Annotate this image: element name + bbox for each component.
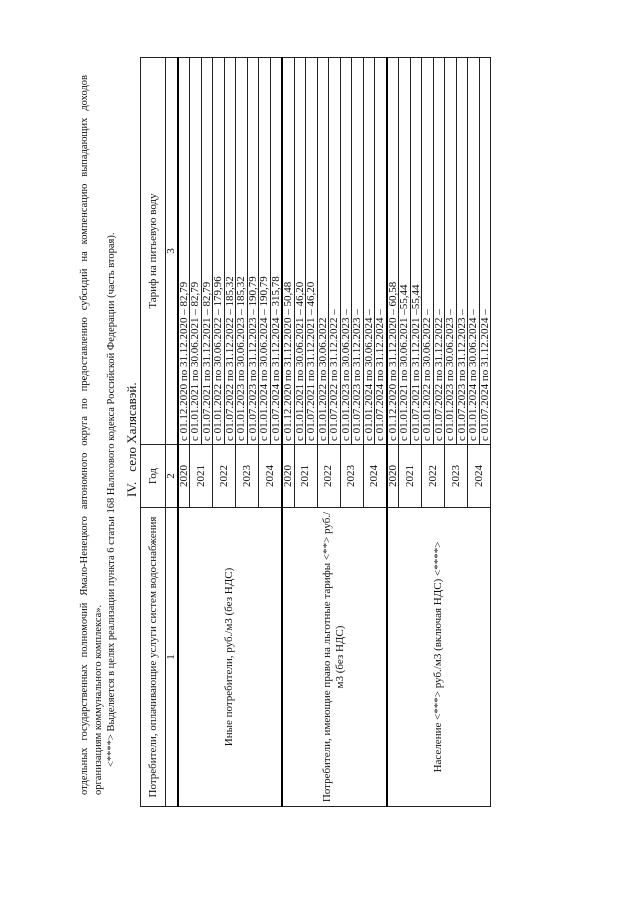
- tariff-cell: с 01.01.2023 по 30.06.2023 –: [445, 58, 457, 445]
- tariff-cell: с 01.07.2022 по 31.12.2022 –: [433, 58, 445, 445]
- consumer-group-label: Население <***> руб./м3 (включая НДС) <****>: [387, 508, 491, 807]
- header-tariff: Тариф на питьевую воду: [141, 58, 166, 445]
- tariff-cell: с 01.01.2024 по 30.06.2024 –: [363, 58, 375, 445]
- tariff-cell: с 01.01.2024 по 30.06.2024 –: [468, 58, 480, 445]
- year-cell: 2022: [422, 445, 445, 508]
- tariff-cell: с 01.01.2022 по 30.06.2022 –: [422, 58, 434, 445]
- year-cell: 2022: [317, 445, 340, 508]
- header-consumers: Потребители, оплачивающие услуги систем водоснабжения: [141, 508, 166, 807]
- tariff-cell: с 01.07.2022 по 31.12.2022 – 185,32: [224, 58, 236, 445]
- consumer-group-label: Иные потребители, руб./м3 (без НДС): [178, 508, 283, 807]
- tariff-cell: с 01.12.2020 по 31.12.2020 – 82,79: [178, 58, 190, 445]
- tariff-cell: с 01.07.2021 по 31.12.2021 –55,44: [410, 58, 422, 445]
- consumer-group-label: Потребители, имеющие право на льготные тарифы <**> руб./м3 (без НДС): [282, 508, 387, 807]
- tariff-cell: с 01.01.2022 по 30.06.2022 – 179,96: [213, 58, 225, 445]
- table-row: [387, 58, 399, 807]
- year-cell: 2024: [363, 445, 387, 508]
- header-year: Год: [141, 445, 166, 508]
- year-cell: 2024: [259, 445, 283, 508]
- tariff-cell: с 01.01.2023 по 30.06.2023 – 185,32: [236, 58, 248, 445]
- year-cell: 2023: [445, 445, 468, 508]
- year-cell: 2023: [236, 445, 259, 508]
- tariff-cell: с 01.07.2024 по 31.12.2024 –: [479, 58, 491, 445]
- table-row: [178, 58, 190, 807]
- tariff-cell: с 01.01.2021 по 30.06.2021 – 46,20: [294, 58, 306, 445]
- index-cell: 3: [166, 58, 178, 445]
- tariff-table-body: [141, 58, 491, 807]
- table-header-row: [141, 58, 166, 807]
- tariff-cell: с 01.07.2022 по 31.12.2022 –: [329, 58, 341, 445]
- tariff-cell: с 01.07.2021 по 31.12.2021 – 82,79: [201, 58, 213, 445]
- year-cell: 2024: [468, 445, 491, 508]
- table-index-row: [166, 58, 178, 807]
- tariff-cell: с 01.01.2024 по 30.06.2024 – 190,79: [259, 58, 271, 445]
- footnote-vat: <****> Выделяется в целях реализации пункта 6 статьи 168 Налогового кодекса Российской Федерации (часть вторая).: [106, 232, 117, 767]
- tariff-cell: с 01.12.2020 по 31.12.2020 – 50,48: [282, 58, 294, 445]
- tariff-cell: с 01.01.2021 по 30.06.2021 –55,44: [399, 58, 411, 445]
- year-cell: 2023: [340, 445, 363, 508]
- index-cell: 2: [166, 445, 178, 508]
- year-cell: 2021: [190, 445, 213, 508]
- year-cell: 2021: [399, 445, 422, 508]
- section-number: IV.: [124, 481, 139, 497]
- tariff-cell: с 01.01.2021 по 30.06.2021 – 82,79: [190, 58, 202, 445]
- year-cell: 2020: [178, 445, 190, 508]
- tariff-cell: с 01.07.2024 по 31.12.2024 –: [375, 58, 387, 445]
- footnote-text: отдельных государственных полномочий Ямало-Ненецкого автономного округа по предоставлению субсидий на компенсацию выпадающих доходов организациям коммунального комплекса».: [79, 75, 104, 795]
- tariff-table: [140, 57, 491, 807]
- tariff-cell: с 01.07.2024 по 31.12.2024 – 315,78: [270, 58, 282, 445]
- year-cell: 2021: [294, 445, 317, 508]
- tariff-cell: с 01.12.2020 по 31.12.2020 – 60,58: [387, 58, 399, 445]
- section-title: село Халясавэй.: [124, 382, 139, 472]
- year-cell: 2020: [387, 445, 399, 508]
- year-cell: 2022: [213, 445, 236, 508]
- tariff-cell: с 01.07.2021 по 31.12.2021 – 46,20: [306, 58, 318, 445]
- table-row: [282, 58, 294, 807]
- index-cell: 1: [166, 508, 178, 807]
- tariff-cell: с 01.07.2023 по 31.12.2023 –: [352, 58, 364, 445]
- footnote-block: [78, 75, 119, 795]
- section-heading: [124, 382, 140, 497]
- tariff-cell: с 01.07.2023 по 31.12.2023 – 190,79: [247, 58, 259, 445]
- tariff-cell: с 01.01.2023 по 30.06.2023 –: [340, 58, 352, 445]
- tariff-cell: с 01.01.2022 по 30.06.2022: [317, 58, 329, 445]
- year-cell: 2020: [282, 445, 294, 508]
- tariff-cell: с 01.07.2023 по 31.12.2023 –: [456, 58, 468, 445]
